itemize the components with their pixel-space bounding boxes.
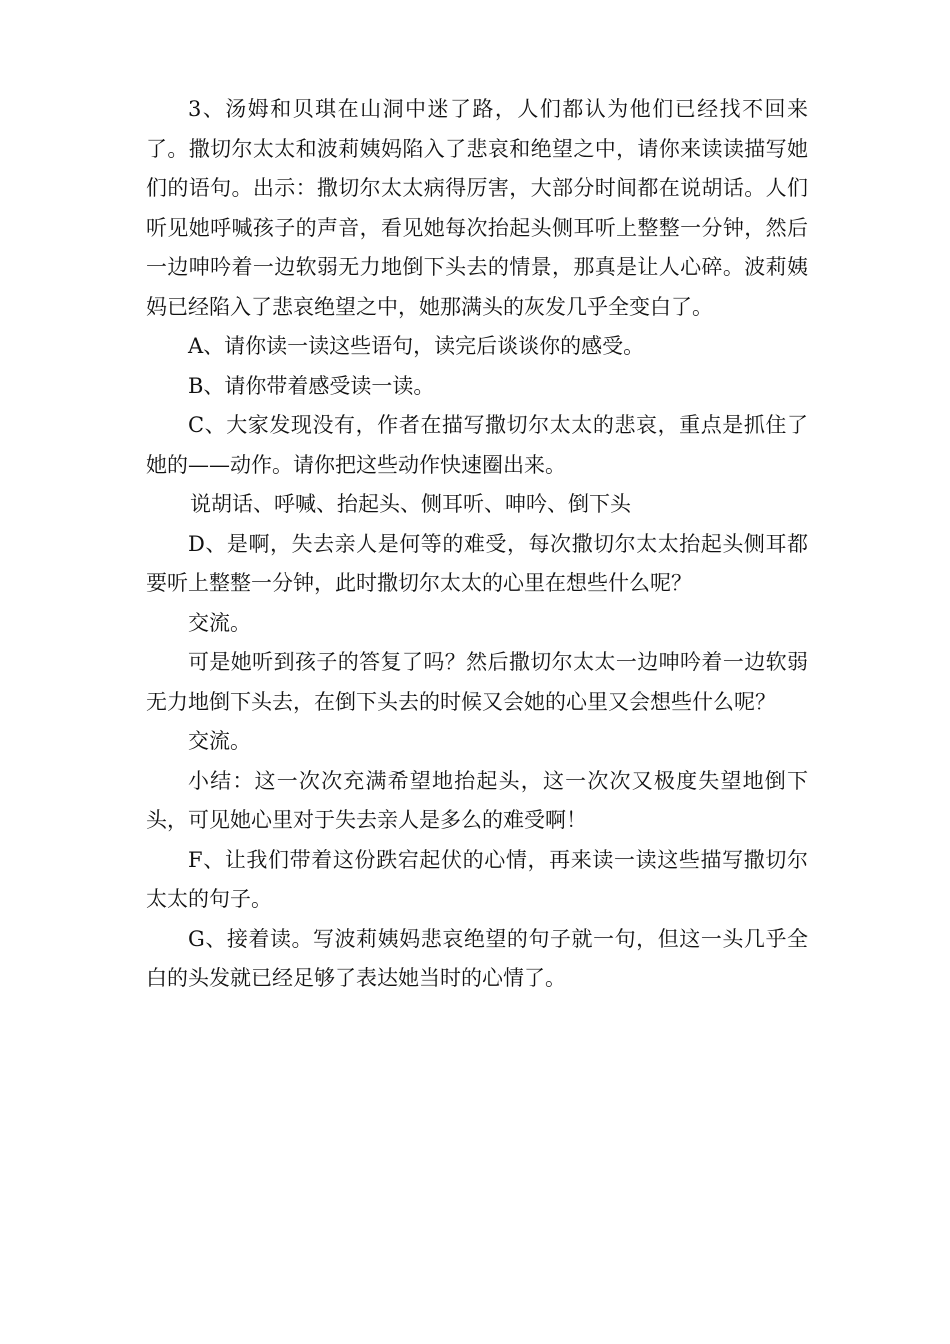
- paragraph-summary: 小结：这一次次充满希望地抬起头，这一次次又极度失望地倒下头，可见她心里对于失去亲人是多么的难受啊！: [146, 768, 808, 832]
- paragraph-g: G、接着读。写波莉姨妈悲哀绝望的句子就一句，但这一头几乎全白的头发就已经足够了表达她当时的心情了。: [146, 926, 808, 990]
- paragraph-c: C、大家发现没有，作者在描写撒切尔太太的悲哀，重点是抓住了她的——动作。请你把这些动作快速圈出来。: [146, 413, 808, 477]
- paragraph-a: A、请你读一读这些语句，读完后谈谈你的感受。: [188, 334, 645, 358]
- paragraph-exchange-2: 交流。: [188, 729, 251, 753]
- paragraph-d: D、是啊，失去亲人是何等的难受，每次撒切尔太太抬起头侧耳都要听上整整一分钟，此时撒切尔太太的心里在想些什么呢？: [146, 531, 808, 595]
- paragraph-exchange-1: 交流。: [188, 610, 251, 635]
- action-words-list: 说胡话、呼喊、抬起头、侧耳听、呻吟、倒下头: [190, 492, 631, 516]
- paragraph-intro: 3、汤姆和贝琪在山洞中迷了路，人们都认为他们已经找不回来了。撒切尔太太和波莉姨妈陷入了悲哀和绝望之中，请你来读读描写她们的语句。出示：撒切尔太太病得厉害，大部分时间都在说胡话。人们听见她呼喊孩子的声音，看见她每次抬起头侧耳听上整整一分钟，然后一边呻吟着一边软弱无力地倒下头去的情景，那真是让人心碎。波莉姨妈已经陷入了悲哀绝望之中，她那满头的灰发几乎全变白了。: [146, 97, 808, 319]
- document-body: [146, 90, 808, 999]
- paragraph-f: F、让我们带着这份跌宕起伏的心情，再来读一读这些描写撒切尔太太的句子。: [146, 847, 808, 911]
- paragraph-b: B、请你带着感受读一读。: [188, 373, 435, 398]
- paragraph-question: 可是她听到孩子的答复了吗？然后撒切尔太太一边呻吟着一边软弱无力地倒下头去，在倒下头去的时候又会她的心里又会想些什么呢？: [146, 650, 808, 714]
